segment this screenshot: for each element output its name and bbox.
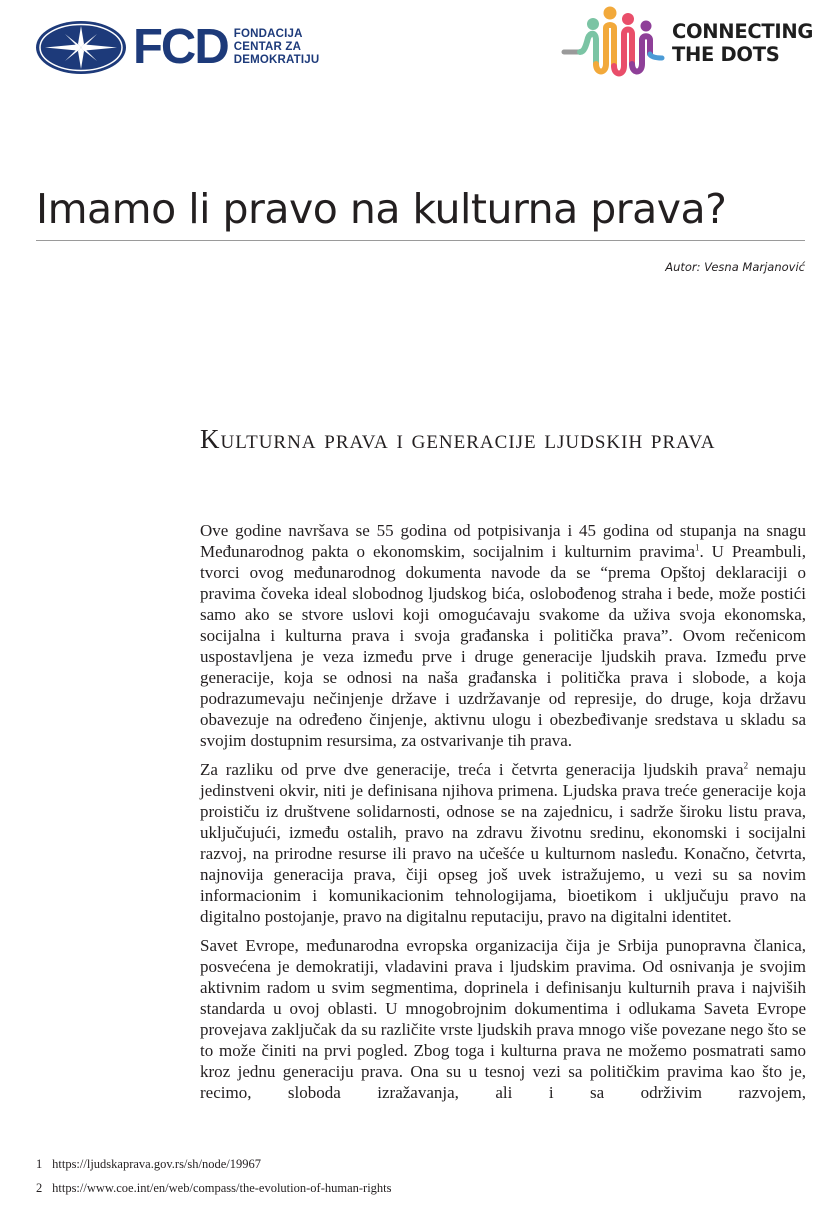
ctd-logo-line: THE DOTS (672, 43, 780, 66)
connected-people-icon (562, 2, 667, 80)
paragraph-text: Savet Evrope, međunarodna evropska organizacija čija je Srbija punopravna članica, posvećena je demokratiji, vladavini prava i ljudskim pravima. Od osnivanja je svojim aktivnim radom u svim segmentima, doprinela i definisanju kulturnih prava i najviših standarda u ovoj oblasti. U mnogobrojnim dokumentima i odlukama Saveta Evrope provejava zaključak da su različite vrste ljudskih prava mnogo više povezane nego što se to može činiti na prvi pogled. Zbog toga i kulturna prava ne možemo posmatrati samo kroz jednu generaciju prava. Ona su u tesnoj vezi sa političkim pravima kao što je, recimo, sloboda izražavanja, ali i sa održivim razvojem, (200, 936, 806, 1102)
fcd-logo-letters: FCD (133, 20, 228, 74)
footnote-reference[interactable]: 1 (695, 542, 700, 553)
section-heading: Kulturna prava i generacije ljudskih prava (200, 424, 716, 454)
connecting-the-dots-logo (562, 2, 813, 80)
ctd-logo-line: CONNECTING (672, 20, 814, 43)
title-divider (36, 240, 805, 241)
footnote-number: 2 (36, 1181, 43, 1195)
paragraph (200, 759, 806, 927)
footnote-link[interactable]: https://ljudskaprava.gov.rs/sh/node/19967 (52, 1157, 262, 1171)
fcd-subtitle-line: DEMOKRATIJU (233, 54, 320, 66)
paragraph (200, 520, 806, 751)
paragraph (200, 935, 806, 1102)
footnote-link[interactable]: https://www.coe.int/en/web/compass/the-evolution-of-human-rights (52, 1181, 392, 1195)
fcd-subtitle-line: FONDACIJA (233, 28, 303, 40)
footnote (36, 1157, 392, 1172)
paragraph-text: nemaju jedinstveni okvir, niti je definisana njihova primena. Ljudska prava treće generacije koja proističu iz društvene solidarnosti, odnose se na zajednicu, i sadrže široku listu prava, uključujući, između ostalih, pravo na zdravu životnu sredinu, ekonomski i socijalni razvoj, na prirodne resurse ili pravo na učešće u kulturnom nasleđu. Konačno, četvrta, najnovija generacija prava, čiji opseg još uvek istražujemo, u vezi su sa novim informacionim i komunikacionim tehnologijama, bioetikom i uključuju pravo na digitalno postojanje, pravo na digitalnu reputaciju, pravo na digitalni identitet. (200, 760, 806, 926)
footnote (36, 1181, 392, 1196)
paragraph-text: Ove godine navršava se 55 godina od potpisivanja i 45 godina od stupanja na snagu Međunarodnog pakta o ekonomskim, socijalnim i kulturnim pravima (200, 521, 806, 561)
footnote-number: 1 (36, 1157, 43, 1171)
paragraph-text: . U Preambuli, tvorci ovog međunarodnog dokumenta navode da se “prema Opštoj deklaraciji o pravima čoveka ideal slobodnog ljudskog bića, oslobođenog straha i bede, može postići samo ako se stvore uslovi koji omogućavaju svakome da uživa svoja ekonomska, socijalna i kulturna prava i svoja građanska i politička prava”. Ovom rečenicom uspostavljena je veza između prve i druge generacije ljudskih prava. Između prve generacije, koja se odnosi na naša građanska i politička prava i slobode, a koja podrazumevaju nečinjenje države i uzdržavanje od represije, do druge, koja državu obavezuje na određeno činjenje, aktivnu ulogu i obezbeđivanje sredstava u skladu sa svojim dostupnim resursima, za ostvarivanje tih prava. (200, 542, 807, 750)
compass-star-emblem-icon (35, 20, 127, 75)
author-line: Autor: Vesna Marjanović (665, 260, 805, 274)
ctd-logo-text (672, 20, 813, 66)
fcd-logo (35, 20, 319, 75)
fcd-logo-subtitle (234, 28, 320, 67)
body-text (200, 520, 807, 1102)
document-title: Imamo li pravo na kulturna prava? (36, 185, 727, 233)
fcd-subtitle-line: CENTAR ZA (233, 41, 302, 53)
footnote-reference[interactable]: 2 (743, 760, 749, 771)
footnotes (36, 1157, 392, 1205)
paragraph-text: Za razliku od prve dve generacije, treća i četvrta generacija ljudskih prava (200, 760, 744, 779)
